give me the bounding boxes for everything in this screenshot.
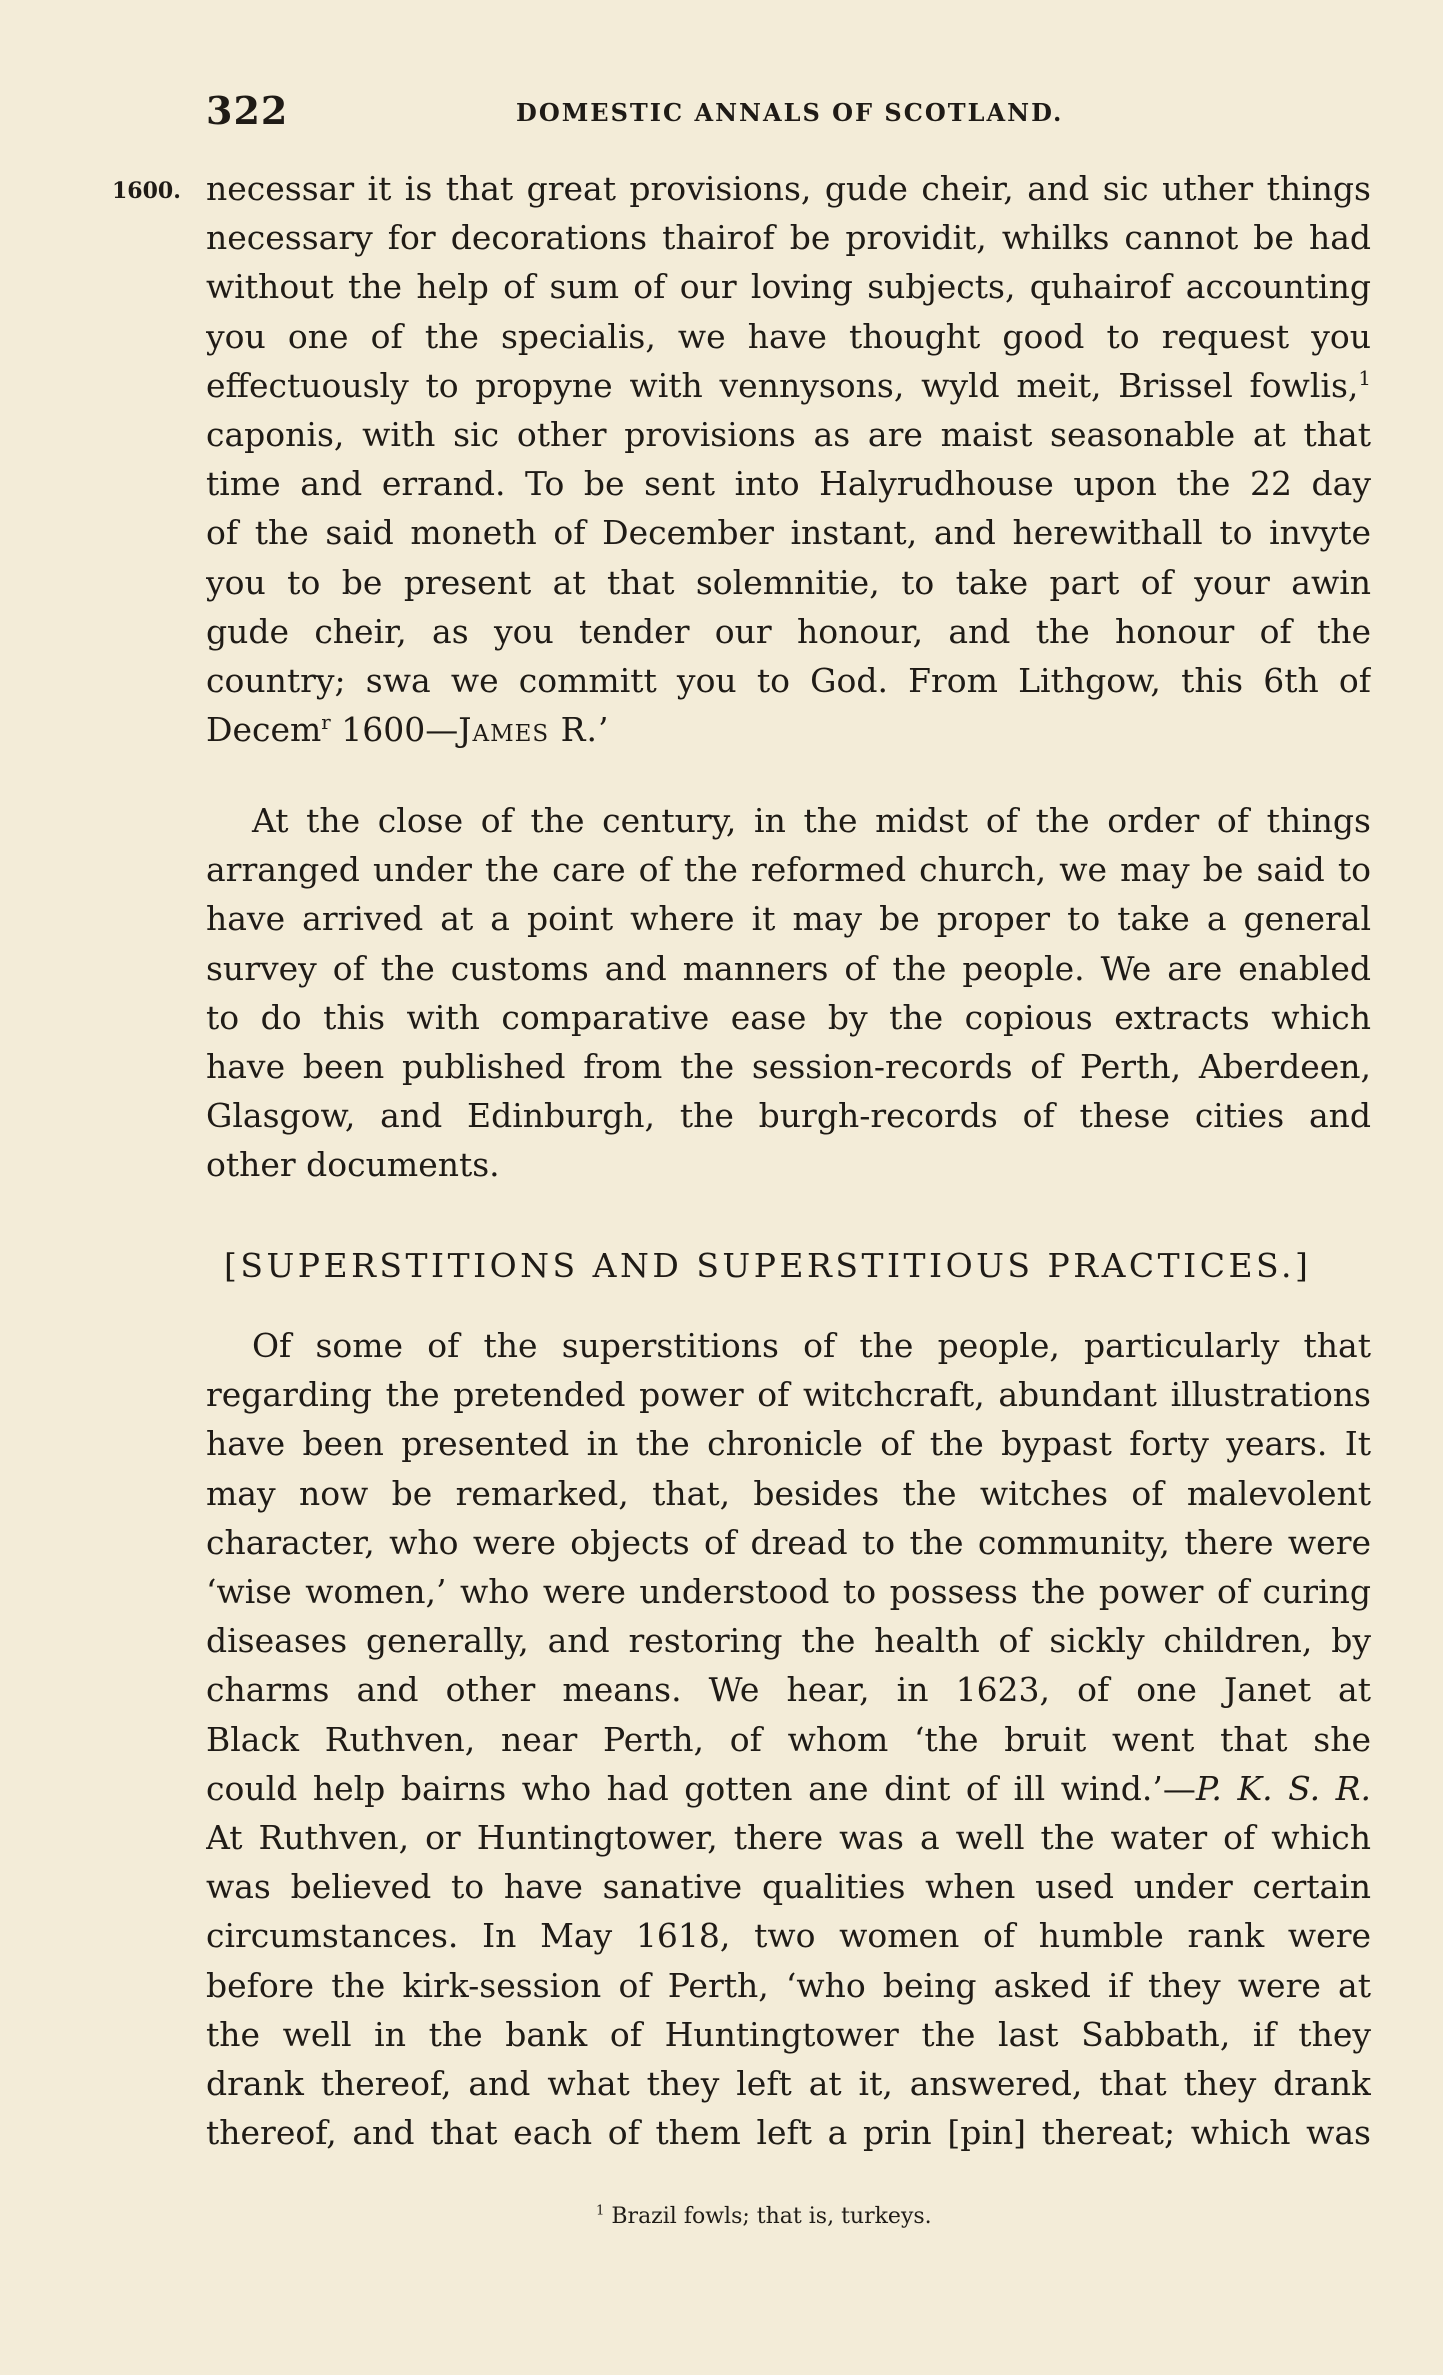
text-line: you one of the specialis, we have thought good to request you bbox=[206, 316, 1371, 356]
text-line: to do this with comparative ease by the copious extracts which bbox=[206, 997, 1371, 1037]
section-heading: [SUPERSTITIONS AND SUPERSTITIOUS PRACTICES.] bbox=[224, 1246, 1312, 1285]
signature: James R. bbox=[458, 710, 599, 750]
text-line: diseases generally, and restoring the health of sickly children, by bbox=[206, 1621, 1371, 1661]
text-line: character, who were objects of dread to the community, there were bbox=[206, 1522, 1371, 1562]
letter-paragraph bbox=[206, 164, 1371, 754]
text-line: necessary for decorations thairof be providit, whilks cannot be had bbox=[206, 218, 1371, 258]
text-line: time and errand. To be sent into Halyrudhouse upon the 22 day bbox=[206, 464, 1371, 504]
text-line: before the kirk-session of Perth, ‘who being asked if they were at bbox=[206, 1965, 1371, 2005]
text-fragment: 1600— bbox=[330, 710, 459, 750]
text-fragment: effectuously to propyne with vennysons, wyld meit, Brissel fowlis, bbox=[206, 365, 1359, 405]
text-fragment: could help bairns who had gotten ane dint of ill wind.’— bbox=[206, 1768, 1196, 1808]
text-line: regarding the pretended power of witchcraft, abundant illustrations bbox=[206, 1375, 1371, 1415]
footnote-mark: 1 bbox=[596, 2203, 605, 2219]
text-line: thereof, and that each of them left a prin [pin] thereat; which was bbox=[206, 2113, 1371, 2153]
running-head bbox=[206, 88, 1371, 138]
text-fragment: Decem bbox=[206, 710, 322, 750]
page-number: 322 bbox=[206, 88, 289, 133]
text-line: survey of the customs and manners of the people. We are enabled bbox=[206, 948, 1371, 988]
citation-line bbox=[206, 1764, 1371, 1813]
text-line: drank thereof, and what they left at it, answered, that they drank bbox=[206, 2064, 1371, 2104]
footnote bbox=[596, 2204, 932, 2229]
text-line: you to be present at that solemnitie, to take part of your awin bbox=[206, 562, 1371, 602]
text-fragment: ’ bbox=[598, 710, 609, 750]
abbreviation-superscript: r bbox=[321, 711, 331, 735]
text-line: gude cheir, as you tender our honour, and the honour of the bbox=[206, 611, 1371, 651]
body-paragraph bbox=[206, 1321, 1371, 2157]
text-line: necessar it is that great provisions, gude cheir, and sic uther things bbox=[206, 169, 1371, 208]
text-line: At the close of the century, in the midst of the order of things bbox=[252, 801, 1371, 840]
text-line: caponis, with sic other provisions as are maist seasonable at that bbox=[206, 415, 1371, 455]
running-title: DOMESTIC ANNALS OF SCOTLAND. bbox=[516, 98, 1064, 127]
margin-year: 1600. bbox=[112, 178, 181, 204]
text-line: of the said moneth of December instant, and herewithall to invyte bbox=[206, 513, 1371, 553]
text-line: Glasgow, and Edinburgh, the burgh-records of these cities and bbox=[206, 1096, 1371, 1136]
text-line: At Ruthven, or Huntingtower, there was a well the water of which bbox=[206, 1818, 1371, 1858]
body-paragraph bbox=[206, 796, 1371, 1190]
text-line: may now be remarked, that, besides the witches of malevolent bbox=[206, 1473, 1371, 1513]
text-line: Of some of the superstitions of the people, particularly that bbox=[252, 1326, 1371, 1365]
text-line: have arrived at a point where it may be proper to take a general bbox=[206, 899, 1371, 939]
text-line: Black Ruthven, near Perth, of whom ‘the bruit went that she bbox=[206, 1719, 1371, 1759]
text-line: have been presented in the chronicle of the bypast forty years. It bbox=[206, 1424, 1371, 1464]
footnote-reference: 1 bbox=[1358, 366, 1371, 390]
text-line: other documents. bbox=[206, 1145, 500, 1185]
text-line-with-note bbox=[206, 361, 1371, 410]
text-line: charms and other means. We hear, in 1623, of one Janet at bbox=[206, 1670, 1371, 1710]
text-line: country; swa we committ you to God. From Lithgow, this 6th of bbox=[206, 661, 1371, 701]
text-line: arranged under the care of the reformed church, we may be said to bbox=[206, 850, 1371, 890]
text-line: ‘wise women,’ who were understood to possess the power of curing bbox=[206, 1572, 1371, 1612]
text-line: without the help of sum of our loving subjects, quhairof accounting bbox=[206, 267, 1371, 307]
source-citation: P. K. S. R. bbox=[1195, 1768, 1371, 1808]
footnote-text: Brazil fowls; that is, turkeys. bbox=[604, 2204, 932, 2229]
text-line: was believed to have sanative qualities when used under certain bbox=[206, 1867, 1371, 1907]
text-line: have been published from the session-records of Perth, Aberdeen, bbox=[206, 1047, 1371, 1087]
text-line: circumstances. In May 1618, two women of humble rank were bbox=[206, 1916, 1371, 1956]
text-line: the well in the bank of Huntingtower the last Sabbath, if they bbox=[206, 2014, 1371, 2054]
signature-line bbox=[206, 705, 1371, 754]
